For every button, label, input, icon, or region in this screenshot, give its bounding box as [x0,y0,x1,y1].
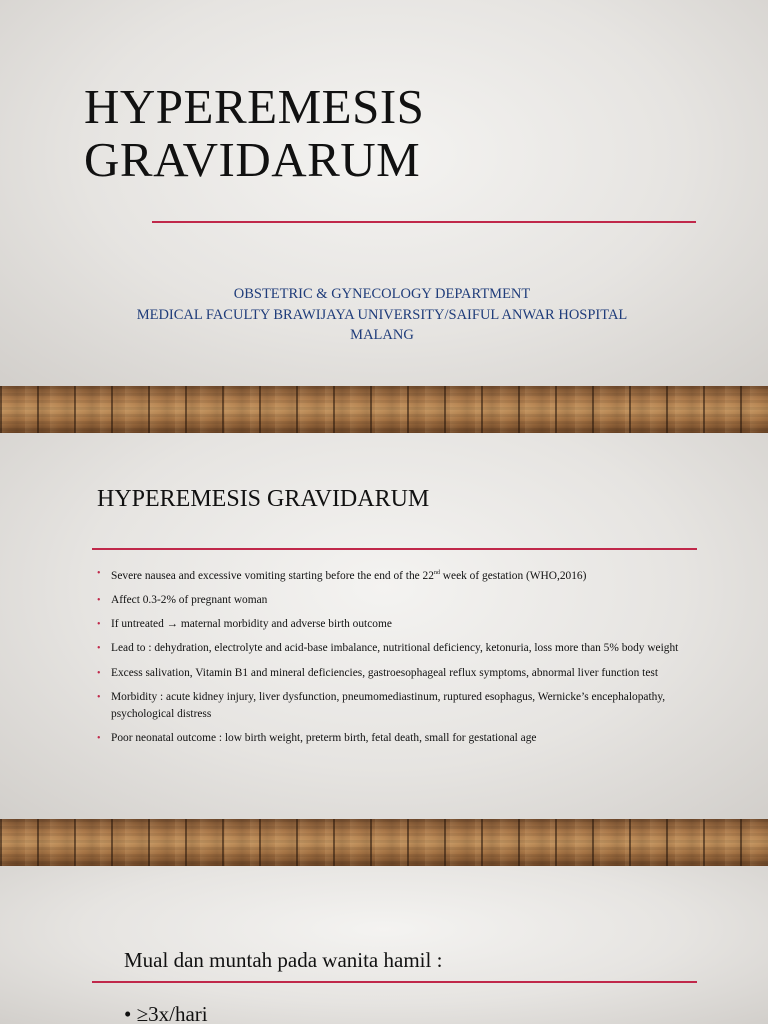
bullet-dot-icon: • [97,595,101,606]
bullet-text: If untreated → maternal morbidity and adverse birth outcome [111,618,392,631]
bullet-dot-icon: • [97,619,101,631]
slide-2-title: HYPEREMESIS GRAVIDARUM [97,486,430,512]
bullet-text: Poor neonatal outcome : low birth weight, preterm birth, fetal death, small for gestational age [111,732,537,745]
bullet-dot-icon: • [97,691,101,703]
slide-1-title-line-1: HYPEREMESIS [84,79,425,134]
bullet-item [97,565,687,585]
bullet-dot-icon: • [97,568,101,579]
slide-2-bullet-list [97,565,687,755]
bullet-dot-icon: • [97,667,101,679]
bullet-item [97,592,687,609]
slide-1-divider [152,221,696,223]
list-item [124,1000,208,1024]
wood-floor-band-1 [0,386,768,433]
bullet-superscript: nd [433,570,440,576]
slide-1-title-line-2: GRAVIDARUM [84,132,421,187]
bullet-item [97,616,687,633]
slide-3-bullet-list [124,1000,208,1024]
bullet-item [97,689,687,724]
subtitle-line-department: OBSTETRIC & GYNECOLOGY DEPARTMENT [233,286,531,302]
bullet-dot-icon: • [97,643,101,655]
bullet-text: Lead to : dehydration, electrolyte and acid-base imbalance, nutritional deficiency, ketonuria, loss more than 5% body weight [111,642,679,655]
slide-3-divider [92,981,697,983]
bullet-item [97,640,687,657]
bullet-text: Affect 0.3-2% of pregnant woman [111,594,268,606]
wood-floor-band-2 [0,819,768,866]
subtitle-line-city: MALANG [350,327,414,343]
subtitle-line-faculty: MEDICAL FACULTY BRAWIJAYA UNIVERSITY/SAIFUL ANWAR HOSPITAL [136,306,628,323]
bullet-text: Severe nausea and excessive vomiting starting before the end of the 22 [111,569,434,582]
slide-1-subtitle [80,284,684,346]
slide-2 [0,433,768,819]
bullet-item [97,665,687,682]
bullet-text-continued: week of gestation (WHO,2016) [439,569,587,582]
bullet-text: Excess salivation, Vitamin B1 and mineral deficiencies, gastroesophageal reflux symptoms, abnormal liver function test [111,666,658,679]
slide-2-divider [92,548,697,550]
bullet-item [97,730,687,747]
bullet-text: Morbidity : acute kidney injury, liver dysfunction, pneumomediastinum, ruptured esophagus, Wernicke’s encephalopathy, psychological distress [111,690,666,721]
slide-1 [0,0,768,386]
bullet-dot-icon: • [97,733,101,745]
bullet-dot-icon: • [124,1002,132,1024]
list-item-text: ≥3x/hari [136,1002,208,1024]
slide-3 [0,866,768,1024]
slide-3-title: Mual dan muntah pada wanita hamil : [124,948,443,972]
slide-1-title [84,80,424,186]
